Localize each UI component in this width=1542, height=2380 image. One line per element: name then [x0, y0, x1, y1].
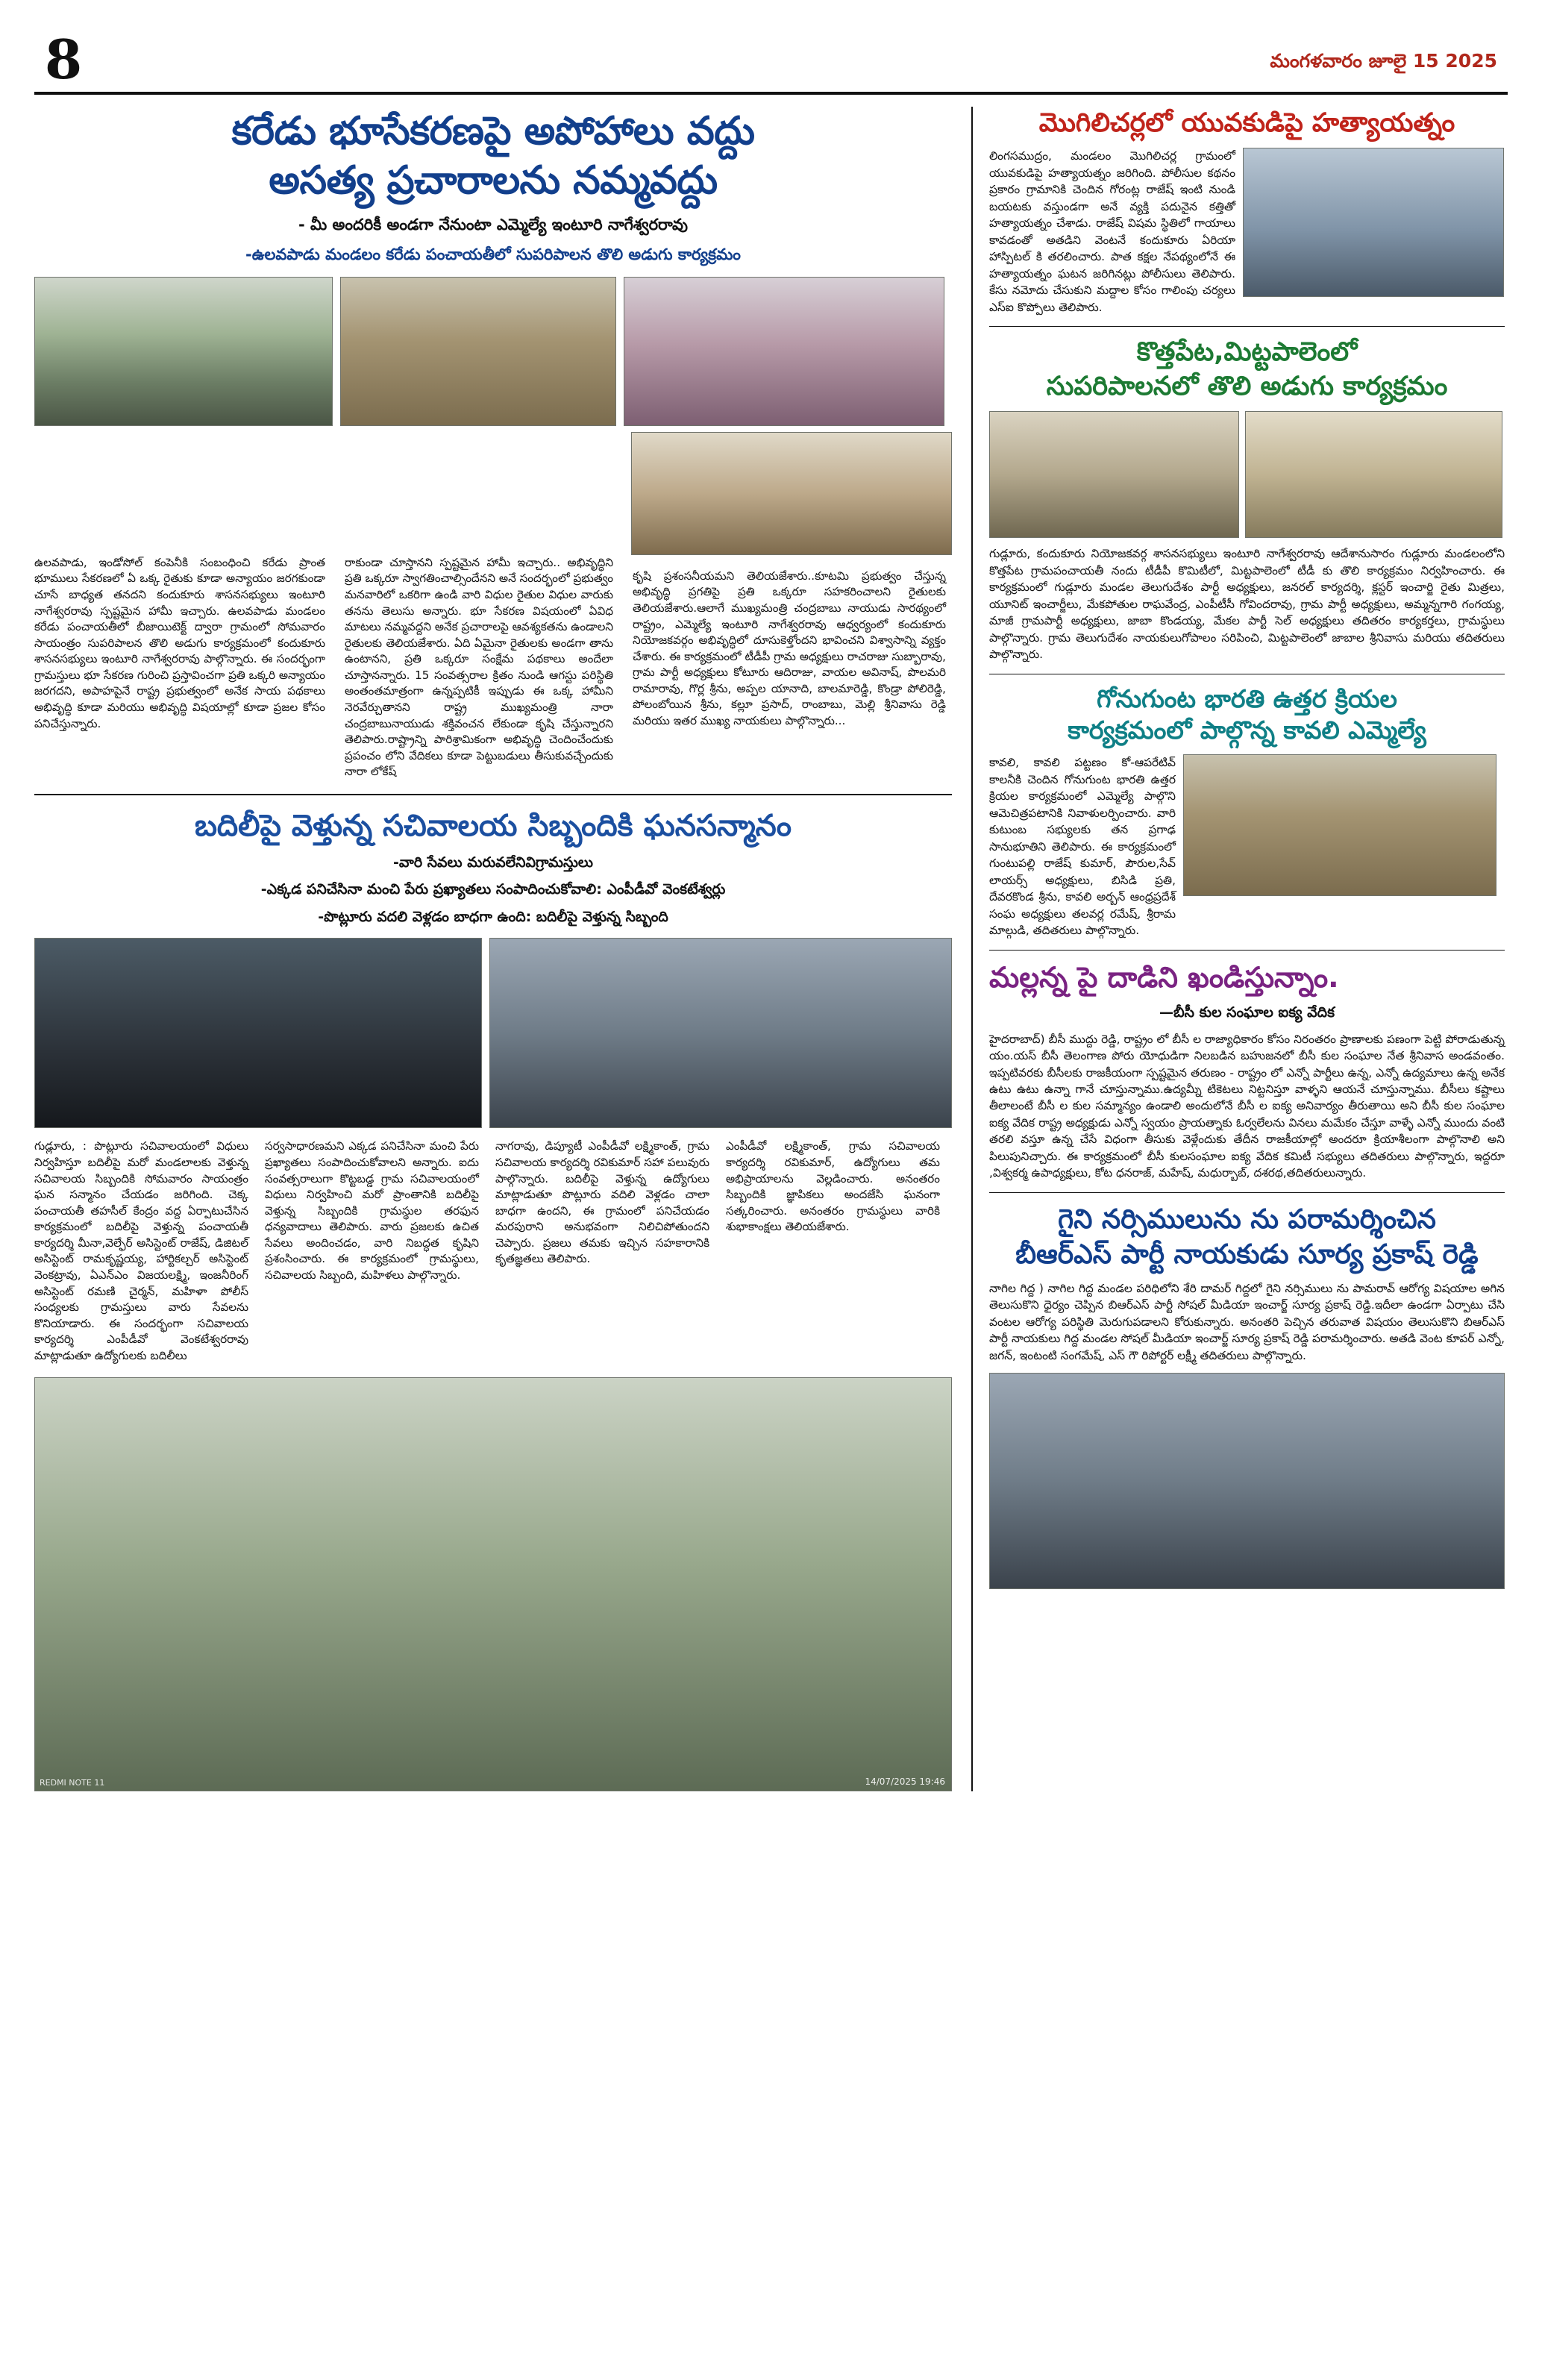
- certificate-distribution-photo: [1245, 411, 1502, 538]
- story3-headline-line1: గోనుగుంట భారతి ఉత్తర క్రియల: [1097, 683, 1397, 713]
- story5-body: నాగిల గిద్ద ) నాగిల గిద్ద మండల పరిధిలోని శేరి దామర్ గిద్దలో గైని నర్సిములు ను పామరావ్ ఆరోగ్య విషయాల అగిన తెలుసుకొని ధైర్యం చెప్పిన బిఆర్ఎస్ పార్టీ సోషల్ మీడియా ఇంచార్జ్ సూర్య ప్రకాష్ రెడ్డి.ఇదీలా ఉండగా ఏర్పాటు చేసి వంటల ఆరోగ్య పరిస్థితి మెరుగుపడాలని కోరుకున్నారు. అనంతరి పెచ్చిన తరువాత విషయం తెలుసుకొని బిఆర్ఎస్ పార్టీ నాయకులు గిద్ద మండల సోషల్ మీడియా ఇంచార్జ్ సూర్య ప్రకాష్‌ రెడ్డి పరామర్శించారు. అతడి వెంట కూపర్ ఎన్నో, జగన్, ఇంటంటి సంగమేష్‌, ఎస్‌ గౌ రిపోర్టర్ లక్ష్మీ తదితరులు పాల్గొన్నారు.: [989, 1281, 1505, 1362]
- second-sub1: -వారి సేవలు మరువలేనివిగ్రామస్తులు: [393, 854, 593, 871]
- section-divider-1: [34, 794, 952, 795]
- story3-body: కావలి, కావలి పట్టణం కో-ఆపరేటివ్ కాలనీకి చెందిన గోనుగుంట భారతి ఉత్తర క్రియల కార్యక్రమంలో ఎమ్మెల్యే పాల్గొని ఆమెచిత్రపటానికి నివాళులర్పించారు. వారి కుటుంబ సభ్యులకు తన ప్రగాఢ సానుభూతిని తెలిపారు. ఈ కార్యక్రమంలో గుంటుపల్లి రాజేష్ కుమార్, పౌరుల,సేవ్ లాయర్స్ అధ్యక్షులు, బిసిడి ప్రతి, దేవరకొండ శ్రీను, కావలి అర్బన్ ఆంధ్రప్రదేశ్ సంఘ అధ్యక్షులు తలవర్ల రమేష్, శ్రీరామ మాల్గుడి, తదితరులు పాల్గొన్నారు.: [989, 756, 1176, 938]
- story2-body: గుడ్లూరు, కందుకూరు నియోజకవర్గ శాసనసభ్యులు ఇంటూరి నాగేశ్వరరావు ఆదేశానుసారం గుడ్లూరు మండలంలోని కొత్తపేట గ్రామపంచాయతీ నందు టీడీపీ కొమిటీలో, మిట్టపాలెంలో టీడీ కు తొలి కార్యక్రమం నిర్వహించారు. ఈ కార్యక్రమంలో గుడ్లూరు మండల తెలుగుదేశం పార్టీ అధ్యక్షులు, జనరల్ కార్యదర్శి, క్లస్టర్ ఇంచార్జి రైతు మిత్రలు, యూనిట్ ఇంచార్జీలు, మేకపోతుల రాఘవేంద్ర, ఎంపీటీసీ గోవిందరావు, గ్రామ పార్టీ అధ్యక్షులు, అమ్మన్నగారి గంగయ్య, మాజీ గ్రామపార్టీ అధ్యక్షులు, జాబా కొండయ్య, మేకల పార్టీ సెల్ అధ్యక్షులు తదితరం కార్యకర్తలు, గ్రామస్థులు పాల్గొన్నారు. గ్రామ తెలుగుదేశం నాయకులుగోపాలం సరిపించి, మిట్టపాలెంలో జాబాల శ్రీనివాసు మరియు తదితరులు పాల్గొన్నారు.: [989, 547, 1505, 662]
- story4-body: హైదరాబాద్‌) బీసీ ముద్దు రెడ్డి, రాష్ట్రం లో బీసీ ల రాజ్యాధికారం కోసం నిరంతరం ప్రాణాలకు పణంగా పెట్టి పోరాడుతున్న యం.యస్ బీసీ తెలంగాణ పోరు యోధుడిగా నిలబడిన బహుజనలో బీసీ కుల సంఘాల నేత శ్రీనివాస అండవంతం. ఇప్పటివరకు బీసీలకు రాజకీయంగా స్పష్టమైన తరుణం - రాష్ట్రం లో ఎన్నో పార్టీలు ఉన్న, ఎన్నో ఉద్యమాలు ఉన్న అనేక ఉటు ఉటు ఉన్నా గానే చూస్తున్నాము.ఉద్యమ్నీ టికెటలు నిట్టనిస్తూ వాళ్ళని ఆయనే చూస్తున్నాము. బీసీలు కష్టాలు తీలాలంటే బీసీ ల కుల సమ్మాన్యం ఉండాలి అందులోనే బీసీ ల ఐక్య అనివార్యం తీరుతాయి అని బీసీ కుల సంఘాల ఐక్య వేదిక రాష్ట్ర అధ్యక్షుడు ఎన్నో స్వయం ప్రాయత్నాకు ఓర్వలేలను వినలు మమేకం చేస్తూ వాళ్ళే ఎన్నో ముందు వంటి తరలి వస్తూ ఉన్న చేసే విధంగా తీసుకు వెళ్లేందుకు తేదీన రాజకీయాల్లో అందరూ క్రియాశీలంగా పాల్గొనాలి అని పిలుపునిచ్చారు. ఈ కార్యక్రమంలో బీసీ కులసంఘాల ఐక్య వేదిక కమిటీ సభ్యులు తదితరులు పాల్గొన్నారు, ఇద్దరూ ,విశ్వకర్మ ఉపాధ్యక్షులు, కోట ధనరాజ్, మహేష్, మధుర్బాబ్, దశరథ,తదితరులున్నారు.: [989, 1032, 1505, 1180]
- page-number: 8: [45, 28, 83, 91]
- night-gathering-photo: [489, 938, 952, 1128]
- story5-headline: [989, 1202, 1505, 1273]
- second-sub3: -పొట్లూరు వదలి వెళ్లడం బాధగా ఉంది: బదిలీపై వెళ్తున్న సిబ్బంది: [318, 908, 668, 925]
- right-divider-3: [989, 950, 1505, 951]
- lead-photo-row: [34, 277, 952, 426]
- lead-col1: ఉలవపాడు, ఇండోసోల్ కంపెనీకి సంబంధించి కరేడు ప్రాంత భూములు సేకరణలో ఏ ఒక్క రైతుకు కూడా అన్యాయం జరగకుండా చూసే బాధ్యత తనదని కందుకూరు శాసనసభ్యులు ఇంటూరి నాగేశ్వరరావు స్పష్టమైన హామీ ఇచ్చారు. ఉలవపాడు మండలం కరేడు పంచాయతీలో బీజాయిటెక్ట్‌ ద్వారా గ్రామంలో సోమవారం సాయంత్రం సుపరిపాలన తొలి అడుగు కార్యక్రమంలో కందుకూరు శాసనసభ్యులు ఇంటూరి నాగేశ్వరరావు పాల్గొన్నారు. ఈ సందర్భంగా గ్రామస్తులు భూ సేకరణ గురించి ప్రస్తావించగా ప్రతి ఒక్కరి అన్యాయం జరగదని, అపాహపైనే రాష్ట్ర ప్రభుత్వంలో అనేక సాయ పథకాలు అభివృద్ధి కూడా మరియు అభివృద్ధి విషయాల్లో కూడా ప్రజల కోసం పనిచేస్తున్నారు.: [34, 555, 325, 730]
- ritual-ceremony-photo: [1183, 754, 1496, 896]
- left-column: [34, 107, 952, 1792]
- villagers-queue-photo: [989, 411, 1239, 538]
- masthead: [34, 22, 1508, 95]
- story2-photo-row: [989, 411, 1505, 538]
- story3-headline: [989, 683, 1505, 748]
- right-divider-1: [989, 326, 1505, 327]
- transfer-felicitation-story: [34, 806, 952, 1365]
- lead-sub2: -ఉలవపాడు మండలం కరేడు పంచాయతీలో సుపరిపాలన తొలి అడుగు కార్యక్రమం: [245, 245, 741, 264]
- attack-story: [989, 107, 1505, 316]
- children-distribution-photo: [631, 432, 952, 555]
- story2-headline-line2: సుపరిపాలనలో తొలి అడుగు కార్యక్రమం: [1046, 371, 1448, 401]
- second-headline: బదిలీపై వెళ్తున్న సచివాలయ సిబ్బందికి ఘనసన్మానం: [194, 808, 792, 843]
- second-col4: ఎంపీడీవో లక్ష్మికాంత్, గ్రామ సచివాలయ కార్యదర్శి రవికుమార్, ఉద్యోగులు తమ అభిప్రాయాలను వెల్లడించారు. అనంతరం సిబ్బందికి జ్ఞాపికలు అందజేసి ఘనంగా సత్కరించారు. అనంతరం గ్రామస్థులు వారికి శుభాకాంక్షలు తెలియజేశారు.: [726, 1139, 940, 1234]
- second-photo-row: [34, 938, 952, 1128]
- lead-headline-line1: కరేడు భూసేకరణపై అపోహాలు వద్దు: [231, 108, 755, 154]
- lead-story: [34, 107, 952, 780]
- page-content: [34, 95, 1508, 1792]
- lead-col2: రాకుండా చూస్తానని స్పష్టమైన హామీ ఇచ్చారు.. అభివృద్ధిని ప్రతి ఒక్కరూ స్వాగతించాల్సిందేనని అనే సందర్భంలో ప్రభుత్వం మనవారిలో ఒకరిగా ఉండి వారి విధుల రైతుల విధుల వారుకు తనను తెలుసు అన్నారు. భూ సేకరణ విషయంలో ఏవిధ మాటలు నమ్మవద్దని అనేక ప్రచారాలపై ఆవశ్యకతను ఉండాలని రైతులకు తెలియజేశారు. ఏది ఏమైనా రైతులకు అండగా తాను ఉంటానని, ప్రతి ఒక్కరూ సంక్షేమ పథకాలు అందేలా చూస్తానన్నారు. 15 సంవత్సరాల క్రితం నుండి ఆగస్టు పరిస్థితి అంతంతమాత్రంగా ఉన్నప్పటికీ ఇప్పుడు ఈ ఒక్క హామీని నెరవేర్చుతానని రాష్ట్ర ముఖ్యమంత్రి నారా చంద్రబాబునాయుడు శక్తివంచన లేకుండా కృషి చేస్తున్నారని తెలిపారు.రాష్ట్రాన్ని పారిశ్రామికంగా అభివృద్ధి చెందించేందుకు ప్రపంచం లోని వేదికలు కూడా పెట్టుబడులు తీసుకువచ్చేందుకు నారా లోకేష్: [345, 555, 613, 779]
- story1-headline: మొగిలిచర్లలో యువకుడిపై హత్యాయత్నం: [1038, 107, 1455, 138]
- bc-condemn-story: [989, 959, 1505, 1182]
- lead-col3: కృషి ప్రశంసనీయమని తెలియజేశారు..కూటమి ప్రభుత్వం చేస్తున్న అభివృద్ధి ప్రగతిపై ప్రతి ఒక్కరూ సహకరించాలని రైతులకు తెలియజేశారు.ఆలాగే ముఖ్యమంత్రి చంద్రబాబు నాయుడు సారథ్యంలో రాష్ట్రం, ఎమ్మెల్యే ఇంటూరి నాగేశ్వరరావు ఆధ్వర్యంలో కందుకూరు నియోజకవర్గం అభివృద్ధిలో దూసుకెళ్తోందని భావించని విశ్వాసాన్ని వ్యక్తం చేశారు. ఈ కార్యక్రమంలో టీడీపీ గ్రామ అధ్యక్షులు రాచరాజు సుబ్బారావు, గ్రామ పార్టీ అధ్యక్షులు కోటూరు ఆదిరాజు, వాయల అవినాష్, పొలమరి రామారావు, గొర్ల శ్రీను, అప్పల యానాది, బాలమారెడ్డి, కొండ్రా పోలిరెడ్డి, పోలంబోయిన శ్రీను, కల్లూ ప్రసాద్‌, రాంబాబు, మెల్లి శ్రీనివాసు రెడ్డి మరియు ఇతర ముఖ్య నాయకులు పాల్గొన్నారు...: [633, 569, 946, 727]
- camera-watermark: REDMI NOTE 11: [40, 1778, 105, 1788]
- story2-headline: [989, 336, 1505, 404]
- second-col3: నాగరావు, డిప్యూటీ ఎంపీడీవో లక్ష్మికాంత్, గ్రామ సచివాలయ కార్యదర్శి రవికుమార్ సహా పలువురు పాల్గొన్నారు. బదిలీపై వెళ్తున్న ఉద్యోగులు మాట్లాడుతూ పొట్లూరు వదిలి వెళ్లడం చాలా బాధగా ఉందని, ఈ గ్రామంలో పనిచేయడం మరపురాని అనుభవంగా నిలిచిపోతుందని చెప్పారు. ప్రజలు తమకు ఇచ్చిన సహకారానికి కృతజ్ఞతలు తెలిపారు.: [495, 1139, 709, 1266]
- lead-headline-line2: అసత్య ప్రచారాలను నమ్మవద్దు: [269, 158, 718, 204]
- story4-headline: మల్లన్న పై దాడిని ఖండిస్తున్నాం.: [989, 960, 1339, 994]
- governance-program-story: [989, 336, 1505, 663]
- story4-sub: —బీసీ కుల సంఘాల ఐక్య వేదిక: [1159, 1004, 1335, 1021]
- group-photo-banner: [34, 1377, 952, 1791]
- visit-sitting-photo: [989, 1373, 1505, 1589]
- story5-headline-line2: బీఆర్ఎస్ పార్టీ నాయకుడు సూర్య ప్రకాష్ రెడ్డి: [1015, 1239, 1479, 1271]
- right-divider-4: [989, 1192, 1505, 1193]
- brs-visit-story: [989, 1202, 1505, 1589]
- second-col1: గుడ్లూరు, : పొట్లూరు సచివాలయంలో విధులు నిర్వహిస్తూ బదిలీపై మరో మండలాలకు వెళ్తున్న సచివాలయ సిబ్బందికి సోమవారం సాయంత్రం ఘన సన్మానం చేయడం జరిగింది. చెక్క పంచాయతీ తహసీల్ కేంద్రం వద్ద ఏర్పాటుచేసిన కార్యక్రమంలో బదిలీపై వెళ్తున్న పంచాయతీ కార్యదర్శి మీనా,వెల్ఫేర్ అసిస్టెంట్ రాజేష్‌, డిజిటల్ అసిస్టెంట్ రామకృష్ణయ్య, హార్టికల్చర్ అసిస్టెంట్ వెంకట్రావు, ఏఎన్ఎం విజయలక్ష్మి, ఇంజనీరింగ్ అసిస్టెంట్ రమణి చైర్మన్, మహిళా పోలీస్ సంధ్యలకు గ్రామస్తులు వారు సేవలను కొనియాడారు. ఈ సందర్భంగా సచివాలయ కార్యదర్శి ఎంపీడీవో వెంకటేశ్వరరావు మాట్లాడుతూ ఉద్యోగులకు బదిలీలు: [34, 1139, 248, 1362]
- second-sub2: -ఎక్కడ పనిచేసినా మంచి పేరు ప్రఖ్యాతలు సంపాదించుకోవాలి: ఎంపీడీవో వెంకటేశ్వర్లు: [260, 881, 726, 898]
- right-column: [971, 107, 1505, 1792]
- photo-timestamp: 14/07/2025 19:46: [865, 1776, 945, 1788]
- women-gathering-photo: [624, 277, 944, 426]
- lead-headline: [34, 107, 952, 206]
- story5-headline-line1: గైని నర్సిములును ను పరామర్శించిన: [1058, 1203, 1436, 1235]
- injured-youth-hospital-photo: [1243, 148, 1504, 297]
- second-col2: సర్వసాధారణమని ఎక్కడ పనిచేసినా మంచి పేరు ప్రఖ్యాతలు సంపాదించుకోవాలని అన్నారు. ఐదు సంవత్సరాలుగా కొట్టబడ్డ గ్రామ సచివాలయంలో విధులు నిర్వహించి మరో ప్రాంతానికి బదిలీపై వెళ్తున్న సిబ్బందికి గ్రామస్థుల తరఫున ధన్యవాదాలు తెలిపారు. వారు ప్రజలకు ఉచిత సేవలు అందించడం, వారి నిబద్ధత కృషిని ప్రశంసించారు. ఈ కార్యక్రమంలో గ్రామస్థులు, సచివాలయ సిబ్బంది, మహిళలు పాల్గొన్నారు.: [265, 1139, 479, 1282]
- felicitation-stage-photo: [34, 938, 482, 1128]
- lead-sub1: - మీ అందరికీ అండగా నేనుంటా ఎమ్మెల్యే ఇంటూరి నాగేశ్వరరావు: [298, 215, 689, 234]
- issue-date: మంగళవారం జూలై 15 2025: [1270, 49, 1497, 72]
- story2-headline-line1: కొత్తపేట,మిట్టపాలెంలో: [1136, 337, 1358, 368]
- mla-felicitation-photo: [34, 277, 333, 426]
- village-meeting-photo: [340, 277, 616, 426]
- story3-headline-line2: కార్యక్రమంలో పాల్గొన్న కావలి ఎమ్మెల్యే: [1068, 715, 1426, 745]
- ritual-story: [989, 683, 1505, 939]
- story1-body: లింగసముద్రం, మండలం మొగిలిచర్ల గ్రామంలో యువకుడిపై హత్యాయత్నం జరిగింది. పోలీసుల కథనం ప్రకారం గ్రామానికి చెందిన గోరంట్ల రాజేష్‌ ఇంటి నుండి బయటకు వస్తుండగా అనే వ్యక్తి పదునైన కత్తితో హత్యాయత్నం చేశాడు. రాజేష్‌ విషమ స్థితిలో గాయాలు కావడంతో అతడిని వెంటనే కందుకూరు ఏరియా హాస్పిటల్‌ కి తరలించారు. పాత కక్షల నేపథ్యంలోనే ఈ హత్యాయత్నం ఘటన జరిగినట్లు పోలీసులు తెలిపారు. కేసు నమోదు చేసుకుని మద్దాల కోసం గాలింపు చర్యలు ఎస్ఐ కొప్పోలు తెలిపారు.: [989, 149, 1235, 314]
